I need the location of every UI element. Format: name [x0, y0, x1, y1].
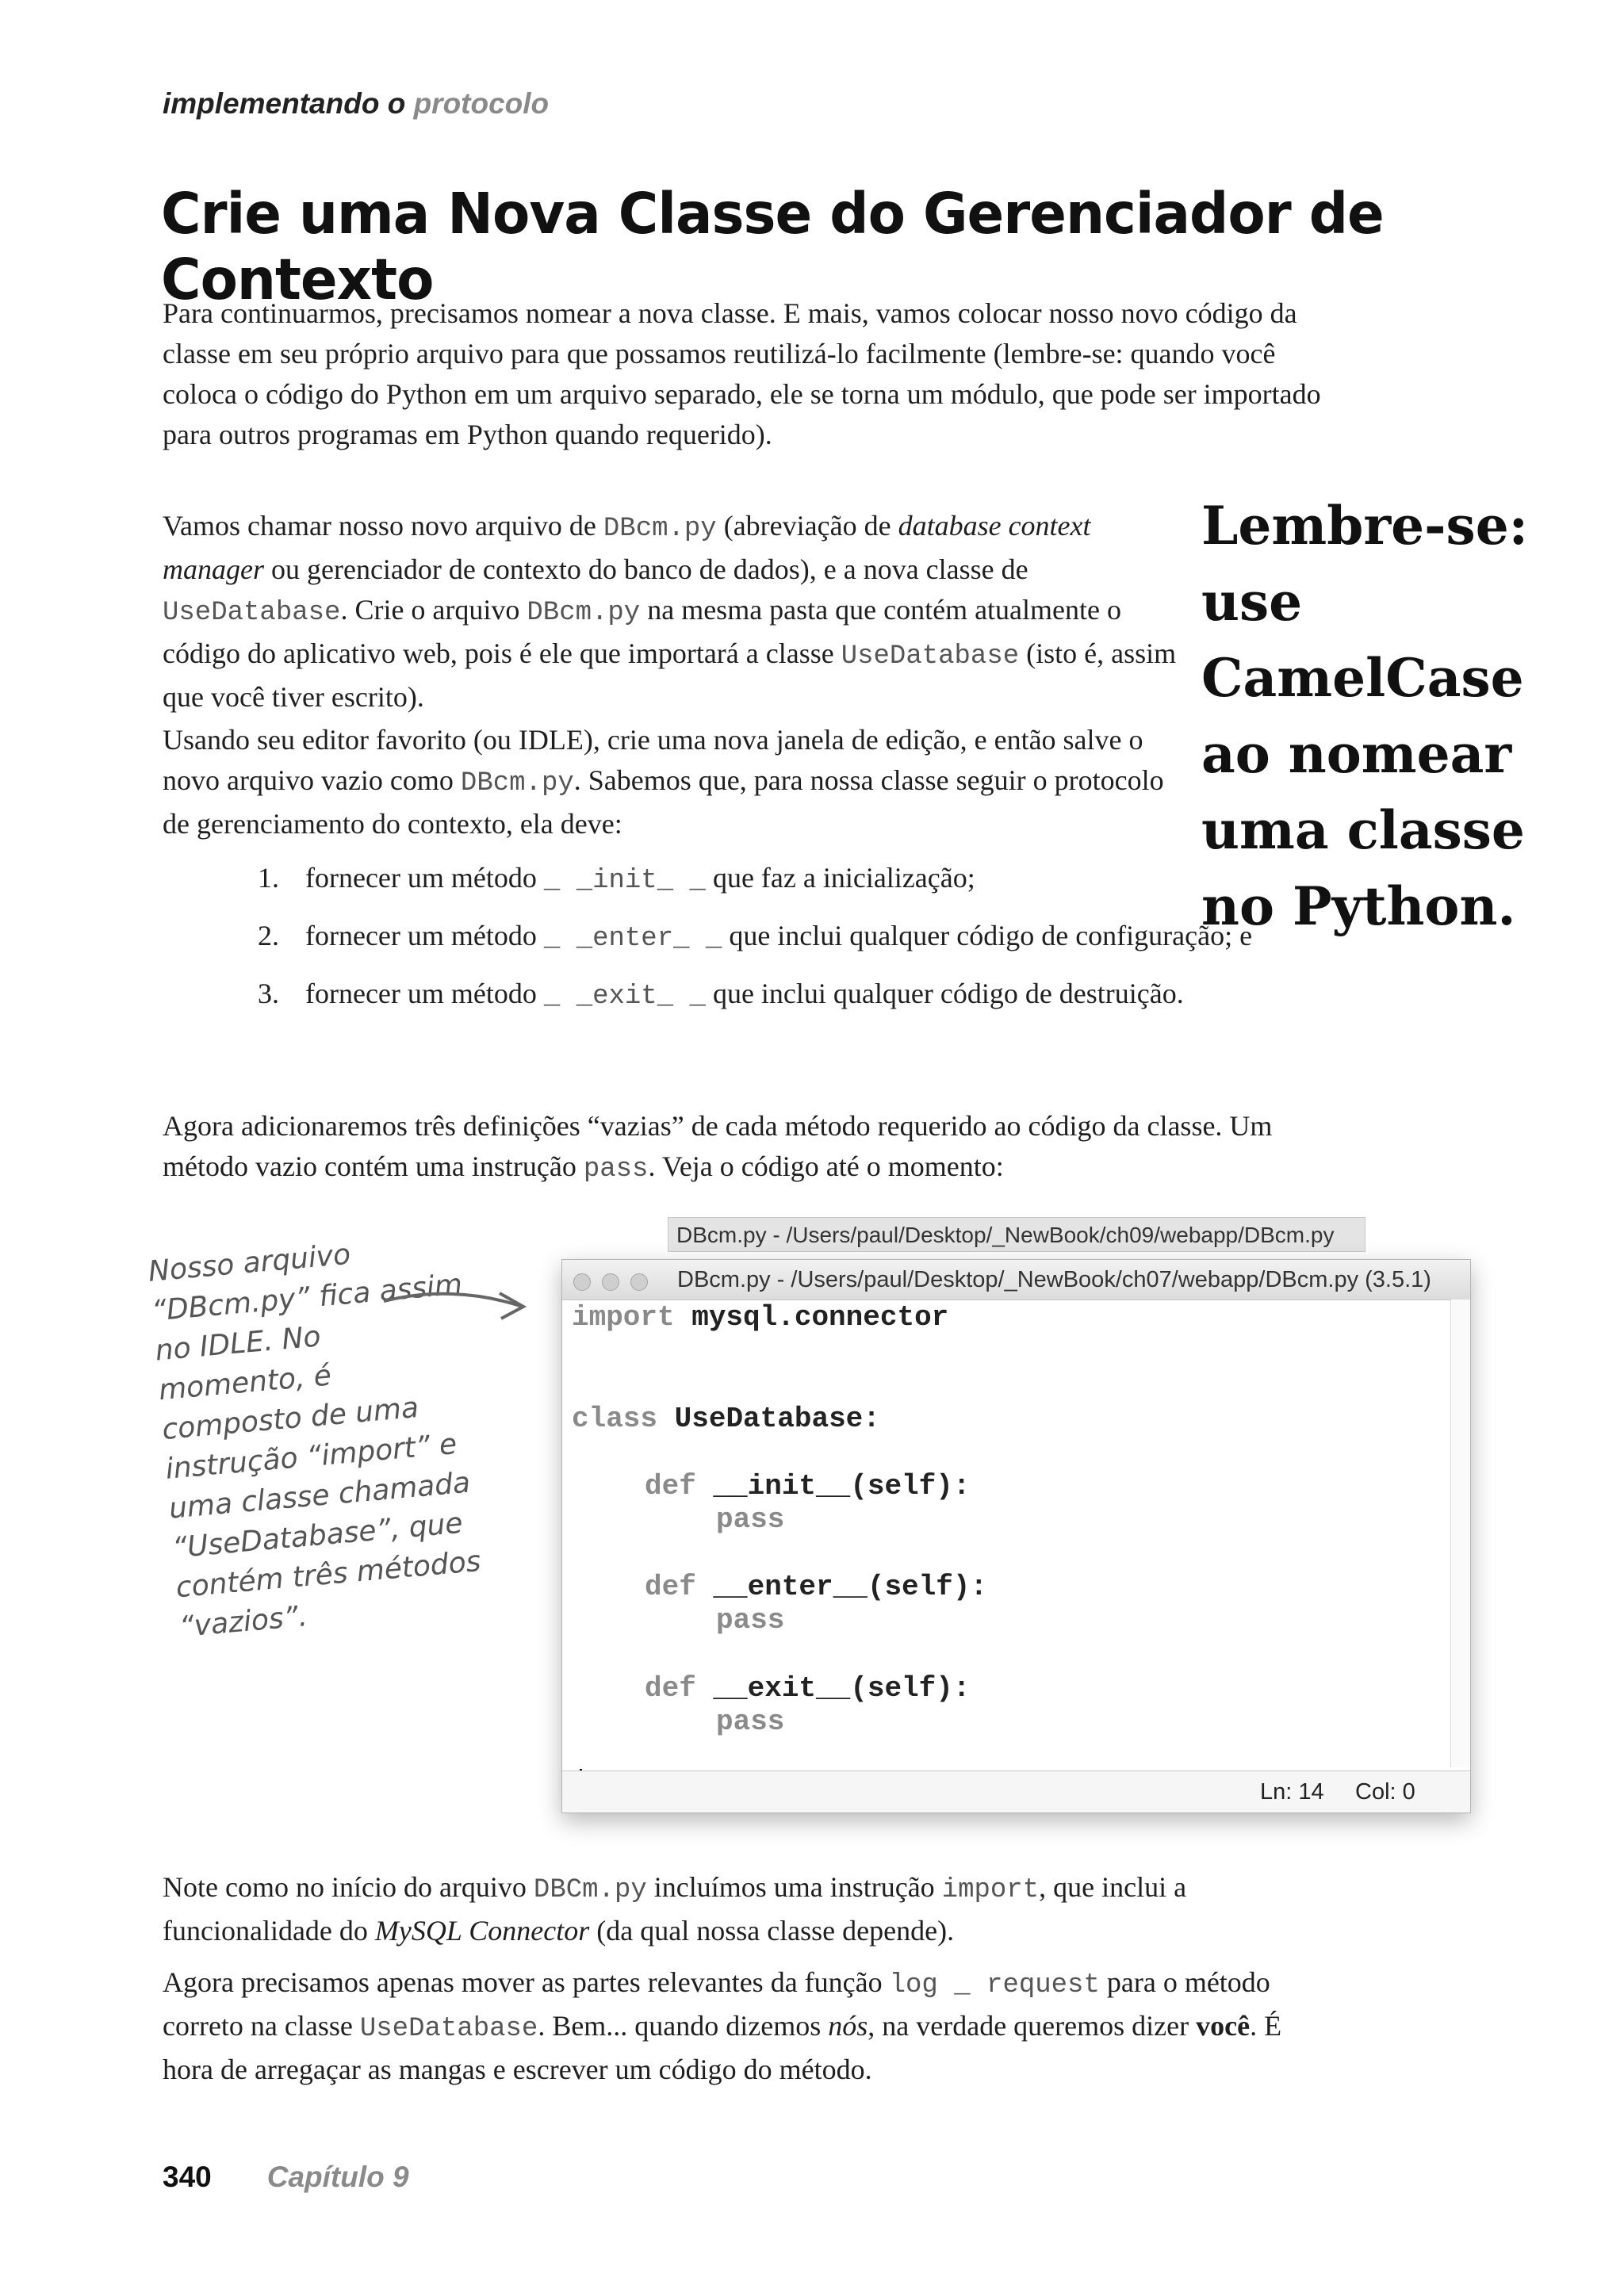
text-run: (isto é, assim que você tiver escrito).	[163, 637, 1177, 713]
code-filename: DBCm.py	[533, 1875, 647, 1905]
text-run: . É hora de arregaçar as mangas e escrever um código do método.	[163, 2010, 1282, 2085]
arrow-icon	[381, 1280, 531, 1328]
running-head-main: implementando o	[163, 87, 414, 120]
code-identifier: mysql.connector	[674, 1301, 949, 1334]
text-run: Usando seu editor favorito (ou IDLE), crie uma nova janela de edição, e então salve o novo arquivo vazio como	[163, 724, 1143, 796]
code-keyword: def	[645, 1470, 696, 1503]
list-item	[163, 974, 1368, 1017]
code-keyword: pass	[583, 1154, 649, 1185]
list-item	[163, 858, 1368, 902]
code-editor[interactable]	[572, 1301, 1440, 1764]
chapter-label: Capítulo 9	[266, 2161, 409, 2193]
text-run: , na verdade queremos dizer	[868, 2010, 1197, 2042]
code-line	[645, 1470, 970, 1503]
code-keyword: import	[941, 1875, 1040, 1905]
text-run: . Bem... quando dizemos	[538, 2010, 829, 2042]
empty-methods-paragraph	[163, 1106, 1352, 1190]
code-line	[716, 1604, 784, 1637]
text-run: . Sabemos que, para nossa classe seguir o protocolo de gerenciamento do contexto, ela deve:	[163, 764, 1164, 840]
sidenote-line: no Python.	[1201, 875, 1516, 937]
code-filename: DBcm.py	[603, 514, 717, 544]
code-classname: UseDatabase	[841, 641, 1020, 672]
text-run: fornecer um método	[305, 978, 544, 1009]
code-keyword: def	[645, 1672, 696, 1705]
column-number-status: Col: 0	[1355, 1779, 1415, 1805]
code-identifier: __enter__(self):	[695, 1571, 988, 1603]
sidenote-line: uma classe	[1201, 799, 1525, 861]
window-tooltip: DBcm.py - /Users/paul/Desktop/_NewBook/ch09/webapp/DBcm.py	[668, 1217, 1365, 1252]
window-title: DBcm.py - /Users/paul/Desktop/_NewBook/ch07/webapp/DBcm.py (3.5.1)	[677, 1267, 1431, 1292]
minimize-window-icon[interactable]	[602, 1273, 619, 1291]
text-run: Note como no início do arquivo	[163, 1871, 534, 1903]
code-method: _ _init_ _	[543, 866, 706, 896]
code-classname: UseDatabase	[163, 598, 341, 628]
code-keyword: pass	[716, 1705, 785, 1738]
protocol-list	[163, 858, 1368, 1032]
code-line	[645, 1571, 987, 1604]
code-identifier: UseDatabase:	[657, 1403, 880, 1435]
status-bar	[562, 1770, 1470, 1813]
code-method: _ _exit_ _	[543, 982, 706, 1012]
running-head-highlight: protocolo	[413, 87, 550, 120]
list-number: 3.	[258, 978, 279, 1009]
italic-term: nós	[828, 2010, 868, 2042]
page-title: Crie uma Nova Classe do Gerenciador de Contexto	[161, 181, 1384, 312]
code-line	[572, 1403, 880, 1436]
text-run: fornecer um método	[305, 862, 544, 894]
filename-paragraph	[163, 506, 1185, 718]
text-run: Agora precisamos apenas mover as partes relevantes da função	[163, 1966, 890, 1998]
intro-paragraph: Para continuarmos, precisamos nomear a nova classe. E mais, vamos colocar nosso novo código da classe em seu próprio arquivo para que possamos reutilizá-lo facilmente (lembre-se: quando você coloca o código do Python em um arquivo separado, ele se torna um módulo, que pode ser importado para outros programas em Python quando requerido).	[163, 297, 1321, 450]
list-item	[163, 916, 1368, 959]
close-window-icon[interactable]	[573, 1273, 591, 1291]
code-keyword: pass	[716, 1604, 785, 1636]
page-number: 340	[163, 2161, 212, 2193]
idle-editor-window	[561, 1259, 1471, 1813]
code-line	[645, 1672, 970, 1705]
code-line	[716, 1705, 784, 1739]
sidenote-line: ao nomear	[1201, 723, 1512, 785]
code-line	[716, 1503, 784, 1537]
bold-term: você	[1196, 2010, 1251, 2042]
code-filename: DBcm.py	[460, 768, 574, 798]
code-keyword: class	[572, 1403, 658, 1435]
text-run: (da qual nossa classe depende).	[589, 1915, 955, 1947]
code-method: _ _enter_ _	[543, 924, 722, 954]
running-head	[163, 87, 549, 121]
code-keyword: pass	[716, 1503, 785, 1536]
italic-term: database context manager	[163, 510, 1091, 585]
text-run: fornecer um método	[305, 920, 544, 951]
vertical-scrollbar[interactable]	[1450, 1300, 1470, 1767]
text-run: (abreviação de	[716, 510, 898, 542]
text-run: Agora adicionaremos três definições “vazias” de cada método requerido ao código da classe. Um método vazio contém uma instrução	[163, 1110, 1273, 1182]
line-number-status: Ln: 14	[1260, 1779, 1324, 1805]
text-run: incluímos uma instrução	[646, 1871, 942, 1903]
page-footer	[163, 2161, 409, 2194]
text-run: que inclui qualquer código de destruição.	[705, 978, 1184, 1009]
code-identifier: __exit__(self):	[695, 1672, 971, 1705]
list-number: 2.	[258, 920, 279, 951]
text-run: , que inclui a funcionalidade do	[163, 1871, 1187, 1947]
list-number: 1.	[258, 862, 279, 894]
text-run: ou gerenciador de contexto do banco de dados), e a nova classe de	[264, 553, 1028, 585]
window-titlebar[interactable]	[562, 1260, 1470, 1300]
code-keyword: def	[645, 1571, 696, 1603]
text-run: para o método correto na classe	[163, 1966, 1270, 2042]
next-step-paragraph	[163, 1962, 1289, 2090]
import-note-paragraph	[163, 1867, 1352, 1951]
text-run: que faz a inicialização;	[705, 862, 975, 894]
text-run: . Crie o arquivo	[340, 594, 527, 626]
sidenote-line: use CamelCase	[1201, 571, 1524, 709]
text-run: . Veja o código até o momento:	[648, 1150, 1004, 1182]
editor-paragraph	[163, 720, 1178, 844]
code-classname: UseDatabase	[359, 2014, 538, 2044]
code-filename: DBcm.py	[527, 598, 641, 628]
text-run: na mesma pasta que contém atualmente o código do aplicativo web, pois é ele que importará a classe	[163, 594, 1121, 669]
code-line	[572, 1301, 948, 1334]
text-run: que inclui qualquer código de configuração; e	[722, 920, 1253, 951]
text-run: Vamos chamar nosso novo arquivo de	[163, 510, 603, 542]
handwritten-annotation: Nosso arquivo “DBcm.py” fica assim no IDLE. No momento, é composto de uma instrução “import” e uma classe chamada “UseDatabase”, que contém três métodos “vazios”.	[147, 1238, 482, 1644]
code-keyword: import	[572, 1301, 675, 1334]
italic-term: MySQL Connector	[374, 1915, 590, 1947]
code-function: log _ request	[889, 1970, 1100, 2000]
code-identifier: __init__(self):	[695, 1470, 971, 1503]
sidenote-line: Lembre-se:	[1201, 495, 1529, 557]
zoom-window-icon[interactable]	[630, 1273, 648, 1291]
